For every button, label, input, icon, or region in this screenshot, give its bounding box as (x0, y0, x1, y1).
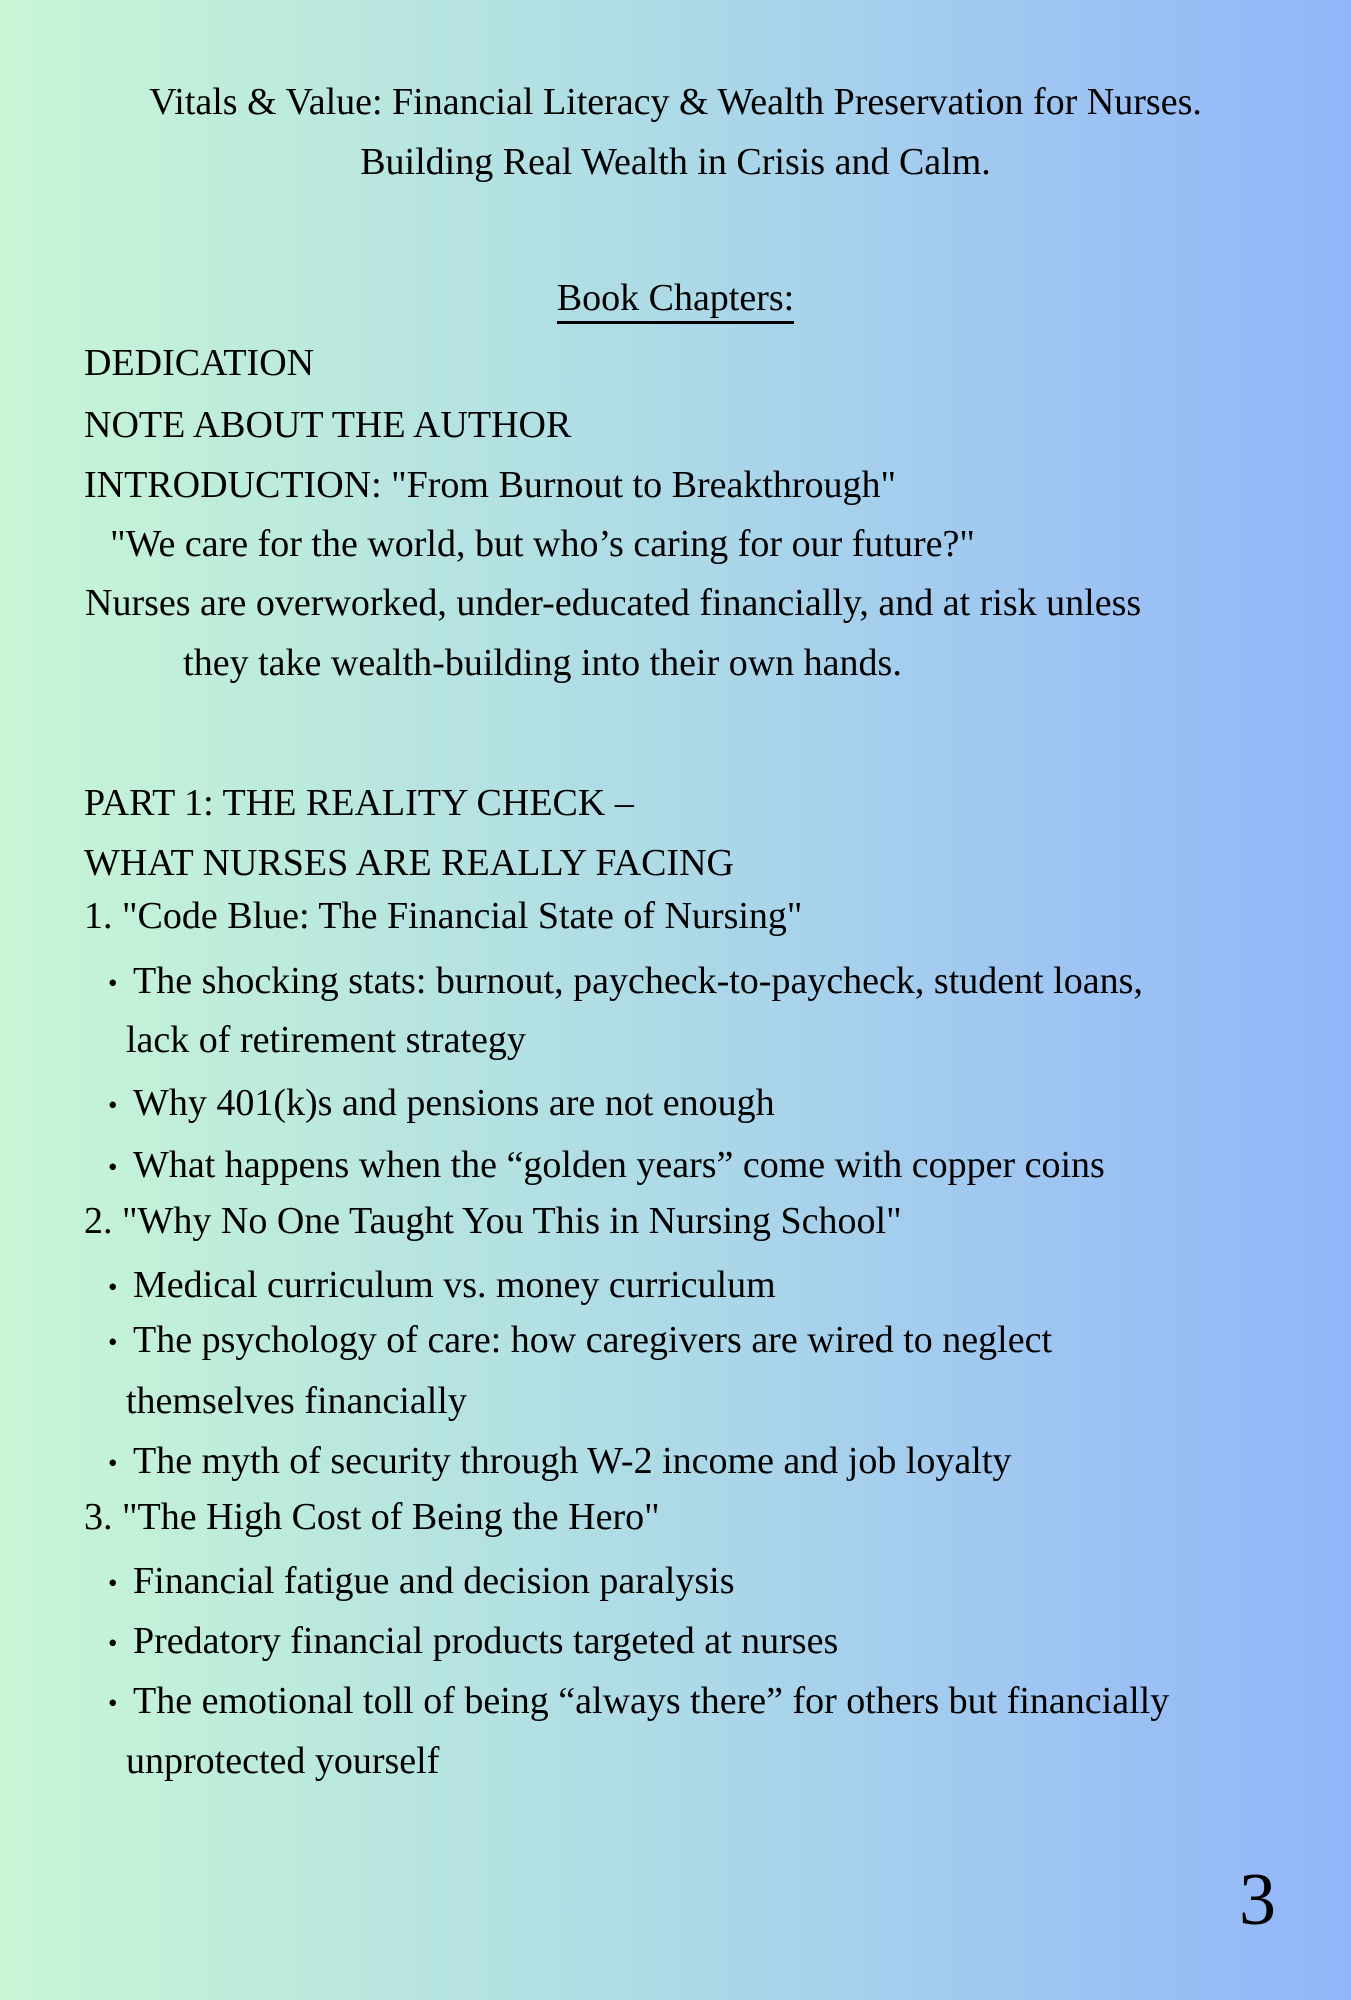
toc-line-wrap: themselves financially (126, 1380, 467, 1422)
bullet-icon: • (108, 1152, 118, 1182)
document-title-line-1: Vitals & Value: Financial Literacy & Wealth Preservation for Nurses. (149, 81, 1202, 123)
bullet-text: The psychology of care: how caregivers are wired to neglect (133, 1319, 1052, 1361)
toc-line-bullet (108, 1320, 1052, 1362)
bullet-text: What happens when the “golden years” come with copper coins (133, 1144, 1105, 1186)
toc-line-quote: "We care for the world, but who’s caring for our future?" (110, 523, 975, 565)
toc-line-bullet (108, 1441, 1011, 1483)
bullet-icon: • (108, 1628, 118, 1658)
toc-line-numbered: 3. "The High Cost of Being the Hero" (84, 1496, 660, 1538)
section-heading-row (0, 278, 1351, 324)
bullet-text: The myth of security through W-2 income and job loyalty (133, 1440, 1012, 1482)
bullet-text: Financial fatigue and decision paralysis (133, 1560, 735, 1602)
bullet-icon: • (108, 1327, 118, 1357)
bullet-icon: • (108, 1688, 118, 1718)
toc-line-wrap: lack of retirement strategy (126, 1019, 526, 1061)
toc-line-part: PART 1: THE REALITY CHECK – (84, 782, 634, 824)
toc-line-chapter: NOTE ABOUT THE AUTHOR (84, 404, 572, 446)
bullet-text: Medical curriculum vs. money curriculum (133, 1264, 776, 1306)
bullet-icon: • (108, 1568, 118, 1598)
toc-line-bullet (108, 1145, 1105, 1187)
toc-line-bullet (108, 1561, 735, 1603)
toc-line-bullet (108, 961, 1143, 1003)
toc-line-wrap: unprotected yourself (126, 1740, 440, 1782)
bullet-text: The emotional toll of being “always there” for others but financially (133, 1680, 1170, 1722)
toc-line-numbered: 2. "Why No One Taught You This in Nursing School" (84, 1200, 902, 1242)
toc-line-quote: Nurses are overworked, under-educated financially, and at risk unless (85, 582, 1142, 624)
bullet-text: The shocking stats: burnout, paycheck-to-paycheck, student loans, (133, 960, 1143, 1002)
section-heading: Book Chapters: (557, 278, 794, 324)
page-number: 3 (1239, 1859, 1276, 1941)
bullet-icon: • (108, 1448, 118, 1478)
toc-line-bullet (108, 1681, 1169, 1723)
toc-line-chapter: DEDICATION (84, 342, 315, 384)
toc-line-numbered: 1. "Code Blue: The Financial State of Nursing" (84, 895, 803, 937)
toc-line-bullet (108, 1265, 776, 1307)
toc-line-bullet (108, 1621, 838, 1663)
bullet-icon: • (108, 1272, 118, 1302)
bullet-icon: • (108, 1090, 118, 1120)
bullet-icon: • (108, 968, 118, 998)
toc-line-quote: they take wealth-building into their own hands. (183, 642, 902, 684)
bullet-text: Why 401(k)s and pensions are not enough (133, 1082, 775, 1124)
toc-line-chapter: INTRODUCTION: "From Burnout to Breakthrough" (84, 464, 897, 506)
toc-line-bullet (108, 1083, 775, 1125)
toc-line-part: WHAT NURSES ARE REALLY FACING (84, 842, 734, 884)
document-title-line-2: Building Real Wealth in Crisis and Calm. (360, 141, 991, 183)
bullet-text: Predatory financial products targeted at nurses (133, 1620, 839, 1662)
